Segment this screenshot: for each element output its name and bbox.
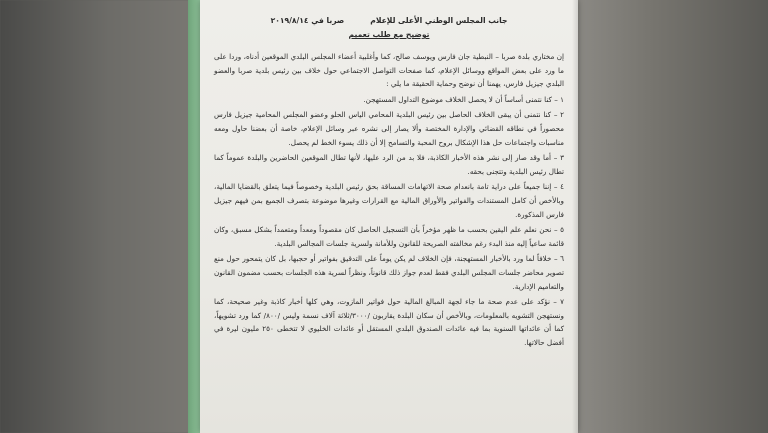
paragraph-6: ٦ – خلافاً لما ورد بالأخبار المستهجنة، فإن الخلاف لم يكن يوماً على التدقيق بفواتير أو حجبها، بل كان يتمحور حول منع تصوير محاضر جلسات المجلس البلدي فقط لعدم جواز ذلك قانوناً، ونظراً لسرية هذه الجلسات بحسب مضمون القانون والتعاميم الإدارية.	[214, 254, 564, 291]
paragraph-1: ١ – كنا نتمنى أساساً أن لا يحصل الخلاف موضوع التداول المستهجن.	[363, 94, 564, 104]
paragraph-4: ٤ – إننا جميعاً على دراية تامة بانعدام صحة الاتهامات المساقة بحق رئيس البلدية وخصوصاً فيما يتعلق بالقضايا المالية، وبالأخص أن كامل المستندات والفواتير والأوراق المالية مع القرارات وغيرها موضوعة بتصرف الجميع بمن فيهم جيزيل فارس المذكورة.	[214, 182, 564, 219]
org-title: جانب المجلس الوطني الأعلى للإعلام	[370, 16, 508, 25]
document-body	[214, 6, 564, 433]
paragraph-3: ٣ – أما وقد صار إلى نشر هذه الأخبار الكاذبة، فلا بد من الرد عليها، لأنها تطال الموقعين الحاضرين والبلدة عموماً كما تطال رئيس البلدية وتتجنى بحقه.	[214, 153, 564, 176]
place-date: صربا في ٢٠١٩/٨/١٤	[270, 16, 345, 25]
paper-edge-shadow	[572, 0, 578, 433]
intro-paragraph: إن مختاري بلدة صربا – النبطية جان فارس ويوسف صالح، كما وأغلبية أعضاء المجلس البلدي الموقعين أدناه، وردا على ما ورد على بعض المواقع ووسائل الإعلام، كما صفحات التواصل الاجتماعي حول خلاف بين رئيس بلدية صربا والعضو البلدي جيزيل فارس، يهمنا أن نوضح وحماية الحقيقة ما يلي :	[214, 52, 564, 89]
document-header	[214, 14, 564, 28]
paragraph-7: ٧ – نؤكد على عدم صحة ما جاء لجهة المبالغ المالية حول فواتير المازوت، وهي كلها أخبار كاذبة وغير صحيحة، كما ونستهجن التشويه بالمعلومات، وبالأخص أن سكان البلدة يقاربون /٣٠٠٠/ثلاثة آلاف نسمة وليس /٨٠٠/ كما ورد تشويهاً، كما أن عائداتها السنوية بما فيه عائدات الصندوق البلدي المستقل أو عائدات الخليوي لا تتخطى ٢٥٠ مليون ليرة في أفضل حالاتها.	[214, 297, 564, 347]
document-paper	[200, 0, 578, 433]
document-subtitle: توضيح مع طلب تعميم	[348, 30, 430, 39]
paragraph-2: ٢ – كنا نتمنى أن يبقى الخلاف الحاصل بين رئيس البلدية المحامي الياس الحلو وعضو المجلس المحامية جيزيل فارس محصوراً في نطاقه القضائي والإدارة المختصة وألا يصار إلى نشره عبر وسائل الإعلام، خاصة أن بعضنا حاول ومعه مناسبات واجتماعات حل هذا الإشكال بروح المحبة والتسامح إلا أن ذلك يسوء الخط لم يحصل.	[214, 110, 564, 147]
paragraph-5: ٥ – نحن نعلم علم اليقين بحسب ما ظهر مؤخراً بأن التسجيل الحاصل كان مقصوداً ومعداً ومتعمداً بشكل مسبق، وكان قائمة ساعياً إليه منذ البدء رغم مخالفته الصريحة للقانون وللأمانة ولسرية جلسات المجالس البلدية.	[214, 225, 564, 248]
background-right	[574, 0, 768, 433]
background-left	[0, 0, 198, 433]
